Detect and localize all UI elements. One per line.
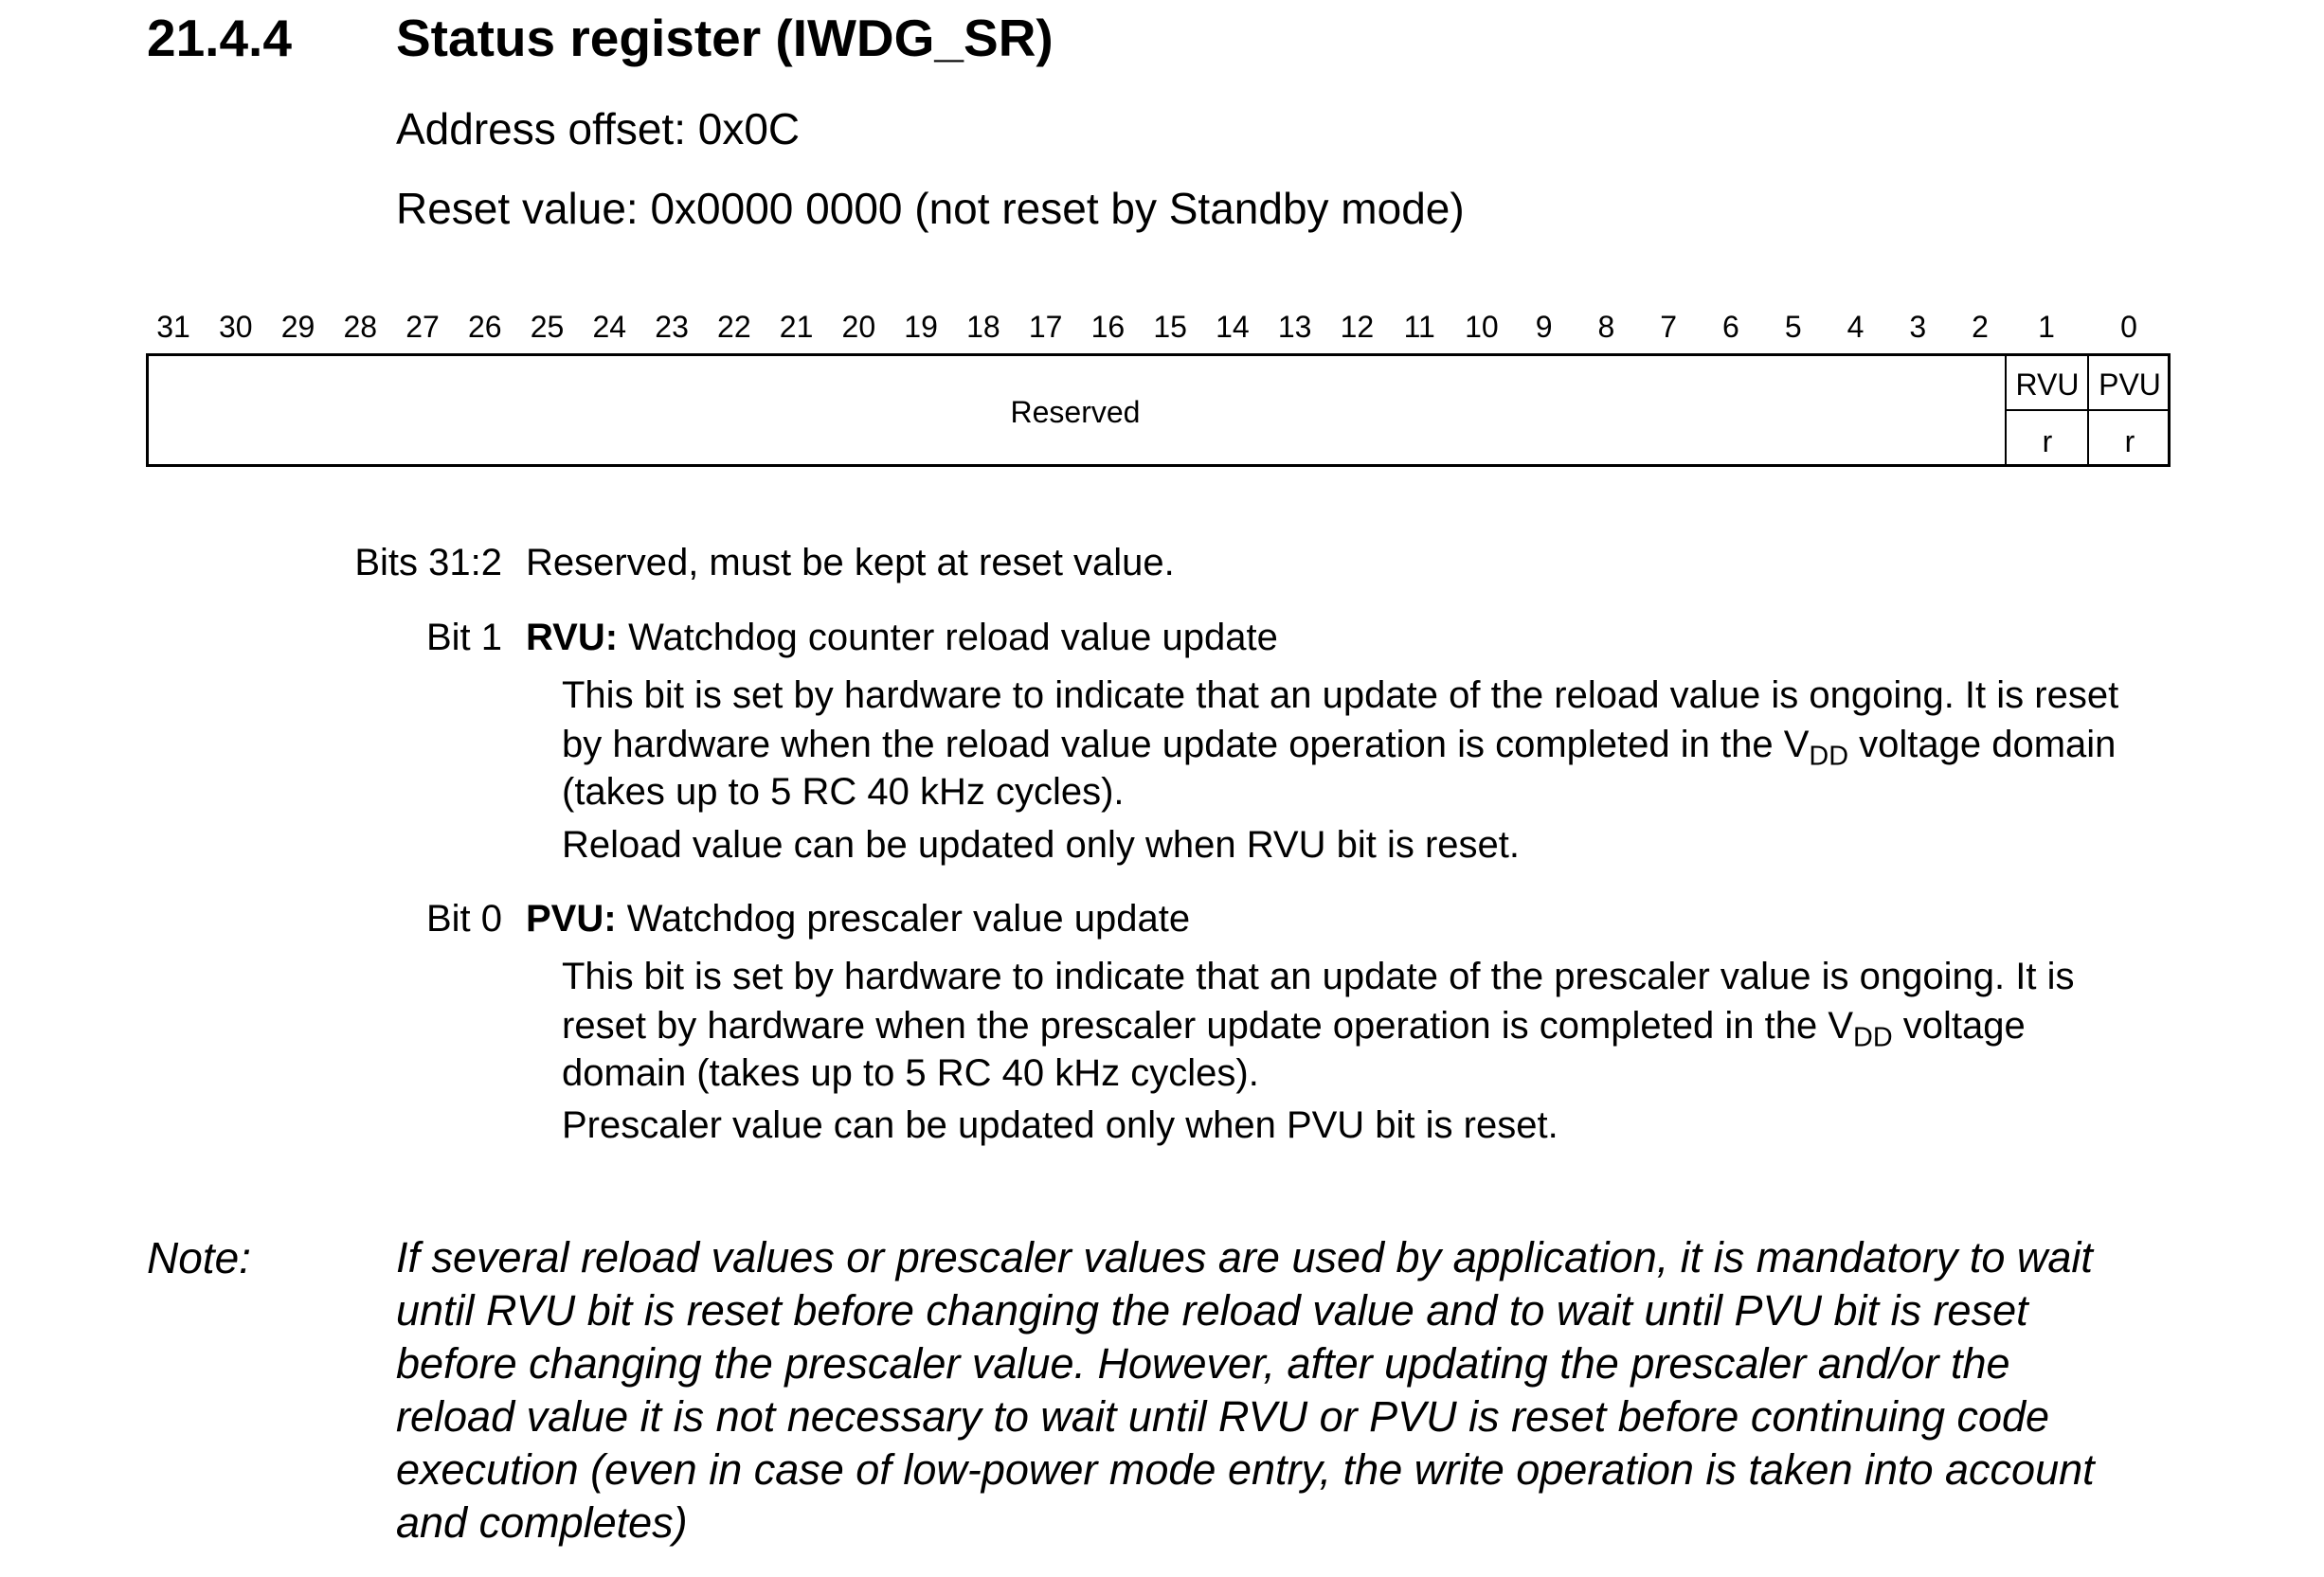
bit0-desc-line4: Prescaler value can be updated only when PVU bit is reset. [562,1104,1558,1146]
bit0-desc-line3: domain (takes up to 5 RC 40 kHz cycles). [562,1052,1259,1094]
bit1-heading [526,613,1278,662]
bit-number: 29 [280,310,315,344]
bit1-field-title: Watchdog counter reload value update [618,617,1278,658]
reset-value: Reset value: 0x0000 0000 (not reset by Standby mode) [396,184,1465,233]
bits-reserved-text: Reserved, must be kept at reset value. [526,542,1175,583]
bit-number: 11 [1403,310,1435,344]
bit1-desc-line4: Reload value can be updated only when RVU bit is reset. [562,824,1520,866]
bit-number: 17 [1028,310,1063,344]
bit-number: 2 [1972,310,1989,344]
bit-number: 23 [655,310,689,344]
bit-number: 18 [966,310,1000,344]
bit-number: 14 [1216,310,1250,344]
bit0-label: Bit 0 [425,898,502,940]
bit1-desc-line3: (takes up to 5 RC 40 kHz cycles). [562,771,1125,813]
bit0-heading [526,894,1190,943]
bit-number: 24 [592,310,627,344]
bit-number: 4 [1847,310,1865,344]
field-access-rvu: r [2042,424,2053,458]
field-name-pvu: PVU [2099,367,2161,402]
note-line: reload value it is not necessary to wait until RVU or PVU is reset before continuing code [396,1392,2050,1441]
section-title: Status register (IWDG_SR) [396,9,1054,67]
bit-number: 1 [2038,310,2055,344]
bit-number: 19 [904,310,938,344]
bit-number: 13 [1277,310,1312,344]
bit1-desc-line2: by hardware when the reload value update operation is completed in the $V_{DD}$ voltage domain [562,724,2117,772]
note-line: If several reload values or prescaler values are used by application, it is mandatory to wait [396,1233,2093,1281]
bit-number: 9 [1535,310,1553,344]
note-line: until RVU bit is reset before changing the reload value and to wait until PVU bit is reset [396,1286,2028,1335]
bit0-desc-line2: reset by hardware when the prescaler update operation is completed in the $V_{DD}$ voltage [562,1005,2026,1053]
bit1-desc-line1: This bit is set by hardware to indicate that an update of the reload value is ongoing. It is reset [562,674,2119,716]
bit-number: 6 [1722,310,1739,344]
bit-number: 26 [467,310,502,344]
field-name-rvu: RVU [2015,367,2080,402]
note-line: and completes) [396,1498,688,1547]
address-offset: Address offset: 0x0C [396,104,801,153]
bit-number: 15 [1153,310,1187,344]
bit-number: 21 [779,310,814,344]
bit0-field-title: Watchdog prescaler value update [616,898,1191,940]
note-label: Note: [147,1233,251,1282]
bit1-field-name: RVU: [526,617,619,658]
bit-number: 16 [1090,310,1126,344]
bit1-label: Bit 1 [425,617,502,658]
bit-number: 25 [530,310,565,344]
section-number: 21.4.4 [147,9,292,67]
bit-number: 27 [405,310,440,344]
bit0-field-name: PVU: [526,898,617,940]
bit-number: 5 [1784,310,1802,344]
bit-number: 10 [1465,310,1499,344]
access-divider [2005,409,2171,411]
bit-number: 28 [343,310,378,344]
bit-number: 3 [1909,310,1927,344]
bit0-desc-line1: This bit is set by hardware to indicate that an update of the prescaler value is ongoing. It is [562,956,2075,997]
bit-number: 30 [218,310,253,344]
reserved-field-label: Reserved [1010,395,1141,429]
register-diagram [146,353,2171,467]
bit-number: 8 [1597,310,1615,344]
bit-number: 31 [156,310,190,344]
note-text [396,1231,2177,1550]
note-line: execution (even in case of low-power mode entry, the write operation is taken into account [396,1445,2095,1494]
bit-number: 22 [717,310,751,344]
field-access-pvu: r [2124,424,2135,458]
bit-number: 0 [2120,310,2137,344]
bit-number: 7 [1660,310,1678,344]
bit-number: 12 [1340,310,1375,344]
bits-reserved-label: Bits 31:2 [354,542,502,583]
note-line: before changing the prescaler value. However, after updating the prescaler and/or the [396,1339,2010,1388]
bit-number: 20 [841,310,876,344]
